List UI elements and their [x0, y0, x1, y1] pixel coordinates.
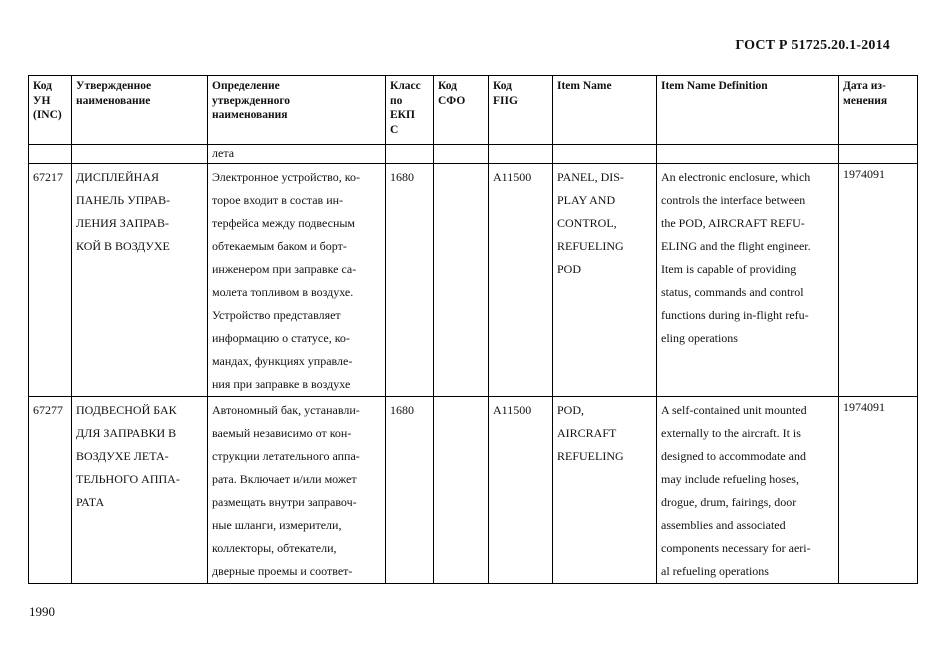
cell-item-name: PANEL, DIS- PLAY AND CONTROL, REFUELING POD — [553, 164, 657, 397]
cell-sfo — [434, 164, 489, 397]
table-cell: лета — [208, 145, 386, 164]
cell-class: 1680 — [386, 164, 434, 397]
cell-class: 1680 — [386, 397, 434, 584]
header-row — [29, 76, 918, 145]
table-row-continuation — [29, 145, 918, 164]
cell-fiig: A11500 — [489, 164, 553, 397]
col-header-inc: Код УН (INC) — [29, 76, 72, 145]
cell-item-definition: An electronic enclosure, which controls the interface between the POD, AIRCRAFT REFU- ELING and the flight engineer. Item is capable of providing status, commands and control functions during in-flight refu- eling operations — [657, 164, 839, 397]
cell-item-name: POD, AIRCRAFT REFUELING — [553, 397, 657, 584]
col-header-fiig: Код FIIG — [489, 76, 553, 145]
col-header-definition: Определение утвержденного наименования — [208, 76, 386, 145]
cell-inc: 67217 — [29, 164, 72, 397]
table-row — [29, 164, 918, 397]
cell-definition: Электронное устройство, ко- торое входит в состав ин- терфейса между подвесным обтекаемым баком и борт- инженером при заправке са- молета топливом в воздухе. Устройство представляет информацию о статусе, ко- мандах, функциях управле- ния при заправке в воздухе — [208, 164, 386, 397]
col-header-change-date: Дата из- менения — [839, 76, 918, 145]
table-cell — [553, 145, 657, 164]
cell-approved-name: ПОДВЕСНОЙ БАК ДЛЯ ЗАПРАВКИ В ВОЗДУХЕ ЛЕТА- ТЕЛЬНОГО АППА- РАТА — [72, 397, 208, 584]
table-cell — [657, 145, 839, 164]
cell-item-definition: A self-contained unit mounted externally to the aircraft. It is designed to accommodate and may include refueling hoses, drogue, drum, fairings, door assemblies and associated components necessary for aeri- al refueling operations — [657, 397, 839, 584]
col-header-sfo: Код СФО — [434, 76, 489, 145]
col-header-item-name: Item Name — [553, 76, 657, 145]
cell-change-date: 1974091 — [839, 164, 918, 397]
cell-approved-name: ДИСПЛЕЙНАЯ ПАНЕЛЬ УПРАВ- ЛЕНИЯ ЗАПРАВ- КОЙ В ВОЗДУХЕ — [72, 164, 208, 397]
document-id: ГОСТ Р 51725.20.1-2014 — [735, 38, 890, 53]
table-cell — [489, 145, 553, 164]
table-cell — [29, 145, 72, 164]
classification-table — [28, 75, 918, 584]
cell-sfo — [434, 397, 489, 584]
table-row — [29, 397, 918, 584]
table-cell — [434, 145, 489, 164]
col-header-item-definition: Item Name Definition — [657, 76, 839, 145]
cell-fiig: A11500 — [489, 397, 553, 584]
cell-definition: Автономный бак, устанавли- ваемый независимо от кон- струкции летательного аппа- рата. Включает и/или может размещать внутри заправоч- ные шланги, измерители, коллекторы, обтекатели, дверные проемы и соответ- — [208, 397, 386, 584]
col-header-class: Класс по ЕКП С — [386, 76, 434, 145]
page-number: 1990 — [29, 604, 55, 619]
cell-inc: 67277 — [29, 397, 72, 584]
cell-change-date: 1974091 — [839, 397, 918, 584]
table-cell — [386, 145, 434, 164]
table-cell — [839, 145, 918, 164]
col-header-approved-name: Утвержденное наименование — [72, 76, 208, 145]
table-cell — [72, 145, 208, 164]
